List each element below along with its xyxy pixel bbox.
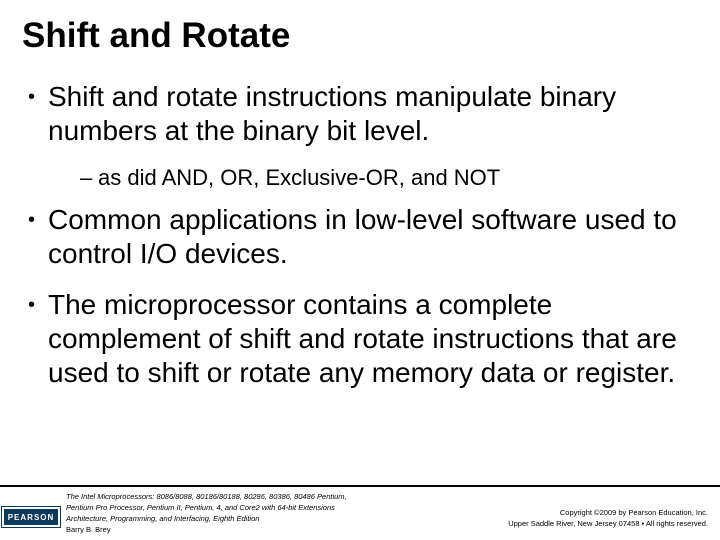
- publisher-logo: PEARSON: [2, 507, 60, 527]
- sub-bullet-text: as did AND, OR, Exclusive-OR, and NOT: [98, 165, 501, 190]
- footer-divider: [0, 485, 720, 487]
- bullet-marker: •: [28, 209, 36, 231]
- book-info-line: Architecture, Programming, and Interfacing, Eighth Edition: [66, 514, 260, 523]
- bullet-item: [28, 288, 708, 390]
- book-info-line: Pentium Pro Processor, Pentium II, Pentium, 4, and Core2 with 64-bit Extensions: [66, 503, 335, 512]
- book-info-line: The Intel Microprocessors: 8086/8088, 80186/80188, 80286, 80386, 80486 Pentium,: [66, 492, 347, 501]
- copyright-line: Copyright ©2009 by Pearson Education, Inc.: [559, 508, 708, 517]
- copyright-notice: [508, 507, 708, 529]
- bullet-text: The microprocessor contains a complete complement of shift and rotate instructions that are used to shift or rotate any memory data or register.: [48, 289, 677, 388]
- bullet-item: [28, 80, 708, 148]
- copyright-line: Upper Saddle River, New Jersey 07458 • All rights reserved.: [508, 519, 708, 528]
- sub-bullet-marker: –: [80, 165, 93, 190]
- bullet-marker: •: [28, 294, 36, 316]
- slide-title: Shift and Rotate: [22, 16, 291, 55]
- slide-footer: [0, 485, 720, 540]
- bullet-text: Shift and rotate instructions manipulate binary numbers at the binary bit level.: [48, 81, 617, 146]
- book-info: [66, 491, 347, 535]
- book-author: Barry B. Brey: [66, 525, 111, 534]
- sub-bullet-item: [80, 164, 500, 192]
- bullet-item: [28, 203, 708, 271]
- bullet-text: Common applications in low-level software used to control I/O devices.: [48, 204, 677, 269]
- bullet-marker: •: [28, 86, 36, 108]
